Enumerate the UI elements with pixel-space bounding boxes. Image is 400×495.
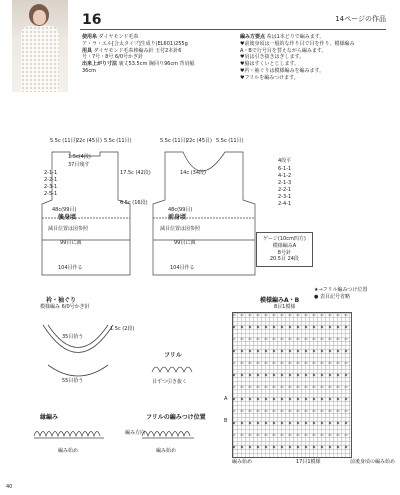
stitch-symbol bbox=[273, 350, 275, 352]
stitch-symbol bbox=[281, 374, 283, 376]
frill-pos-diagram bbox=[140, 424, 210, 446]
front-shoulder-r: 5.5c (11目) bbox=[216, 138, 244, 144]
stitch-symbol bbox=[337, 374, 339, 376]
front-depth: 14c (34段) bbox=[180, 170, 206, 176]
stitch-symbol bbox=[313, 326, 315, 328]
stitch-symbol bbox=[265, 350, 267, 352]
stitch-symbol bbox=[305, 446, 307, 448]
dec-right-2: 2-1-3 bbox=[278, 180, 292, 186]
collar-title: 衿・袖ぐり bbox=[46, 297, 77, 304]
stitch-symbol bbox=[241, 374, 243, 376]
stitch-symbol bbox=[265, 326, 267, 328]
stitch-symbol bbox=[249, 326, 251, 328]
stitch-symbol bbox=[265, 446, 267, 448]
stitch-symbol bbox=[337, 398, 339, 400]
stitch-chart-symbols bbox=[232, 312, 350, 456]
stitch-symbol bbox=[233, 398, 235, 400]
stitch-symbol bbox=[249, 398, 251, 400]
stitch-symbol bbox=[241, 422, 243, 424]
stitch-symbol bbox=[329, 326, 331, 328]
dec-right-1: 4-1-2 bbox=[278, 173, 292, 179]
frill-pos-arrow: 編み方向 bbox=[125, 430, 146, 436]
stitch-symbol bbox=[329, 422, 331, 424]
header-rule bbox=[80, 29, 386, 30]
dec-right-3: 2-2-1 bbox=[278, 187, 292, 193]
back-label: 後身頃 bbox=[58, 214, 77, 221]
stitch-symbol bbox=[233, 350, 235, 352]
stitch-symbol bbox=[329, 398, 331, 400]
stitch-symbol bbox=[329, 350, 331, 352]
dec-seq-3: 2-5-1 bbox=[44, 191, 58, 197]
back-shoulder-r: 5.5c (11目) bbox=[104, 138, 132, 144]
stitch-symbol bbox=[233, 446, 235, 448]
stitch-symbol bbox=[233, 374, 235, 376]
chart-top-label: 8目1模様 bbox=[274, 304, 296, 310]
stitch-symbol bbox=[265, 398, 267, 400]
stitch-symbol bbox=[313, 446, 315, 448]
chart-title: 模様編みA・B bbox=[260, 297, 300, 304]
stitch-symbol bbox=[313, 350, 315, 352]
stitch-symbol bbox=[257, 374, 259, 376]
stitch-symbol bbox=[345, 446, 347, 448]
front-width: 48c(99目) bbox=[168, 207, 193, 213]
method-block: 編み方要点 糸は1本どりで編みます。 ♥前後身頃は一般的な作り目で目を作り、模様編み A・Bで行号目を替えながら編みます。 ♥肩は引き抜きはぎします。 ♥脇はすくいとじします。 ♥衿・袖ぐりは模様編みを編みます。 ♥フリルを編みつけます。 bbox=[240, 34, 355, 81]
stitch-symbol bbox=[257, 350, 259, 352]
chart-legend-1: ★→フリル編みつけ位置 bbox=[314, 287, 368, 293]
stitch-symbol bbox=[313, 422, 315, 424]
rows-label: 4段平 bbox=[278, 158, 292, 164]
stitch-symbol bbox=[321, 326, 323, 328]
dec-right-5: 2-4-1 bbox=[278, 201, 292, 207]
back-neck-width: 22c (45目) bbox=[76, 138, 102, 144]
armhole-label: 17.5c (42段) bbox=[120, 170, 151, 176]
stitch-symbol bbox=[289, 398, 291, 400]
chart-legend-2: ● 表目記号省略 bbox=[314, 294, 350, 300]
back-top-label: 37目残す bbox=[68, 162, 90, 168]
stitch-symbol bbox=[297, 326, 299, 328]
stitch-symbol bbox=[337, 422, 339, 424]
stitch-symbol bbox=[297, 422, 299, 424]
stitch-symbol bbox=[273, 326, 275, 328]
frill-title: フリル bbox=[164, 352, 182, 359]
stitch-symbol bbox=[337, 446, 339, 448]
stitch-symbol bbox=[321, 422, 323, 424]
front-cast: 104目作る bbox=[170, 265, 195, 271]
stitch-symbol bbox=[265, 374, 267, 376]
reference-page: 14ページの作品 bbox=[335, 15, 386, 23]
side-label: 6.5c (16段) bbox=[120, 200, 148, 206]
back-shoulder-l: 5.5c (11目) bbox=[50, 138, 78, 144]
stitch-symbol bbox=[257, 398, 259, 400]
stitch-symbol bbox=[281, 326, 283, 328]
stitch-symbol bbox=[305, 422, 307, 424]
back-dec-note: 減目位置は図参照 bbox=[48, 226, 89, 232]
frill-note: 目ずつ引き抜く bbox=[152, 379, 188, 385]
dec-seq-2: 2-3-1 bbox=[44, 184, 58, 190]
materials-block: 使用糸 ダイヤモンド毛糸 ア・ラ・エル[合太タイプ]生成り(EL601)255g 用具 ダイヤモンド毛糸棒編み針 玉付2本針6 号・7号・8号 6/0号かぎ針 出来上がり寸法 裏丈53.5cm 胸回り96cm 背肩幅 36cm bbox=[82, 34, 195, 74]
stitch-symbol bbox=[297, 398, 299, 400]
stitch-symbol bbox=[257, 422, 259, 424]
stitch-symbol bbox=[305, 326, 307, 328]
pattern-number: 16 bbox=[82, 12, 102, 28]
collar-sub: 模様編み 6/0号かぎ針 bbox=[40, 304, 90, 310]
edge-diagram bbox=[32, 424, 122, 444]
stitch-symbol bbox=[305, 374, 307, 376]
stitch-symbol bbox=[345, 422, 347, 424]
stitch-symbol bbox=[297, 446, 299, 448]
front-label: 前身頃 bbox=[168, 214, 187, 221]
stitch-symbol bbox=[305, 398, 307, 400]
stitch-symbol bbox=[273, 374, 275, 376]
stitch-symbol bbox=[289, 422, 291, 424]
stitch-symbol bbox=[257, 446, 259, 448]
frill-pos-title: フリルの編みつけ位置 bbox=[146, 414, 206, 421]
stitch-symbol bbox=[241, 446, 243, 448]
stitch-symbol bbox=[289, 326, 291, 328]
edge-title: 縁編み bbox=[40, 414, 59, 421]
dec-right-0: 6-1-1 bbox=[278, 166, 292, 172]
stitch-symbol bbox=[249, 446, 251, 448]
stitch-symbol bbox=[345, 398, 347, 400]
stitch-symbol bbox=[233, 422, 235, 424]
stitch-symbol bbox=[321, 398, 323, 400]
stitch-symbol bbox=[345, 350, 347, 352]
stitch-symbol bbox=[321, 350, 323, 352]
stitch-symbol bbox=[241, 326, 243, 328]
stitch-symbol bbox=[249, 422, 251, 424]
stitch-symbol bbox=[257, 326, 259, 328]
stitch-symbol bbox=[289, 374, 291, 376]
stitch-symbol bbox=[297, 374, 299, 376]
chart-bottom-mid: 17目1模様 bbox=[296, 459, 321, 465]
frill-pos-start: 編み始め bbox=[156, 448, 177, 454]
chart-row-a: A bbox=[224, 396, 228, 402]
frill-diagram bbox=[150, 360, 205, 378]
neck-depth-label: 1.5c(4段) bbox=[68, 154, 91, 160]
collar-c1: 35目拾う bbox=[62, 334, 84, 340]
stitch-symbol bbox=[281, 398, 283, 400]
stitch-symbol bbox=[265, 422, 267, 424]
dec-seq-0: 2-1-1 bbox=[44, 170, 58, 176]
front-count: 99目に減 bbox=[174, 240, 196, 246]
stitch-symbol bbox=[241, 398, 243, 400]
dec-right-4: 2-3-1 bbox=[278, 194, 292, 200]
stitch-symbol bbox=[313, 398, 315, 400]
front-neck-width: 22c (45目) bbox=[186, 138, 212, 144]
chart-row-b: B bbox=[224, 418, 228, 424]
stitch-symbol bbox=[249, 350, 251, 352]
stitch-symbol bbox=[345, 374, 347, 376]
stitch-symbol bbox=[321, 374, 323, 376]
collar-c2: 55目拾う bbox=[62, 378, 84, 384]
sweater-photo bbox=[12, 0, 68, 92]
stitch-symbol bbox=[289, 446, 291, 448]
stitch-symbol bbox=[241, 350, 243, 352]
stitch-symbol bbox=[337, 350, 339, 352]
stitch-symbol bbox=[337, 326, 339, 328]
stitch-symbol bbox=[297, 350, 299, 352]
dec-seq-1: 2-2-1 bbox=[44, 177, 58, 183]
back-cast: 104目作る bbox=[58, 265, 83, 271]
chart-bottom-right: 前後身頃の編み始め bbox=[350, 459, 396, 465]
stitch-symbol bbox=[281, 422, 283, 424]
stitch-symbol bbox=[289, 350, 291, 352]
stitch-symbol bbox=[249, 374, 251, 376]
stitch-symbol bbox=[313, 374, 315, 376]
stitch-symbol bbox=[329, 446, 331, 448]
back-count: 99目に減 bbox=[60, 240, 82, 246]
stitch-symbol bbox=[321, 446, 323, 448]
collar-size: 1.5c (2段) bbox=[110, 326, 135, 332]
stitch-symbol bbox=[273, 398, 275, 400]
edge-start: 編み始め bbox=[58, 448, 79, 454]
stitch-symbol bbox=[329, 374, 331, 376]
stitch-symbol bbox=[233, 326, 235, 328]
stitch-symbol bbox=[281, 350, 283, 352]
stitch-symbol bbox=[281, 446, 283, 448]
stitch-symbol bbox=[305, 350, 307, 352]
back-width: 48c(99目) bbox=[52, 207, 77, 213]
front-shoulder-l: 5.5c (11目) bbox=[160, 138, 188, 144]
stitch-symbol bbox=[345, 326, 347, 328]
stitch-symbol bbox=[273, 422, 275, 424]
front-dec-note: 減目位置は図参照 bbox=[160, 226, 201, 232]
stitch-symbol bbox=[273, 446, 275, 448]
chart-bottom-left: 編み始め bbox=[232, 459, 253, 465]
gauge-box: ゲージ(10cm四方) 模様編みA 8号針 20.5目 24段 bbox=[256, 232, 313, 267]
page-number: 40 bbox=[6, 484, 13, 490]
